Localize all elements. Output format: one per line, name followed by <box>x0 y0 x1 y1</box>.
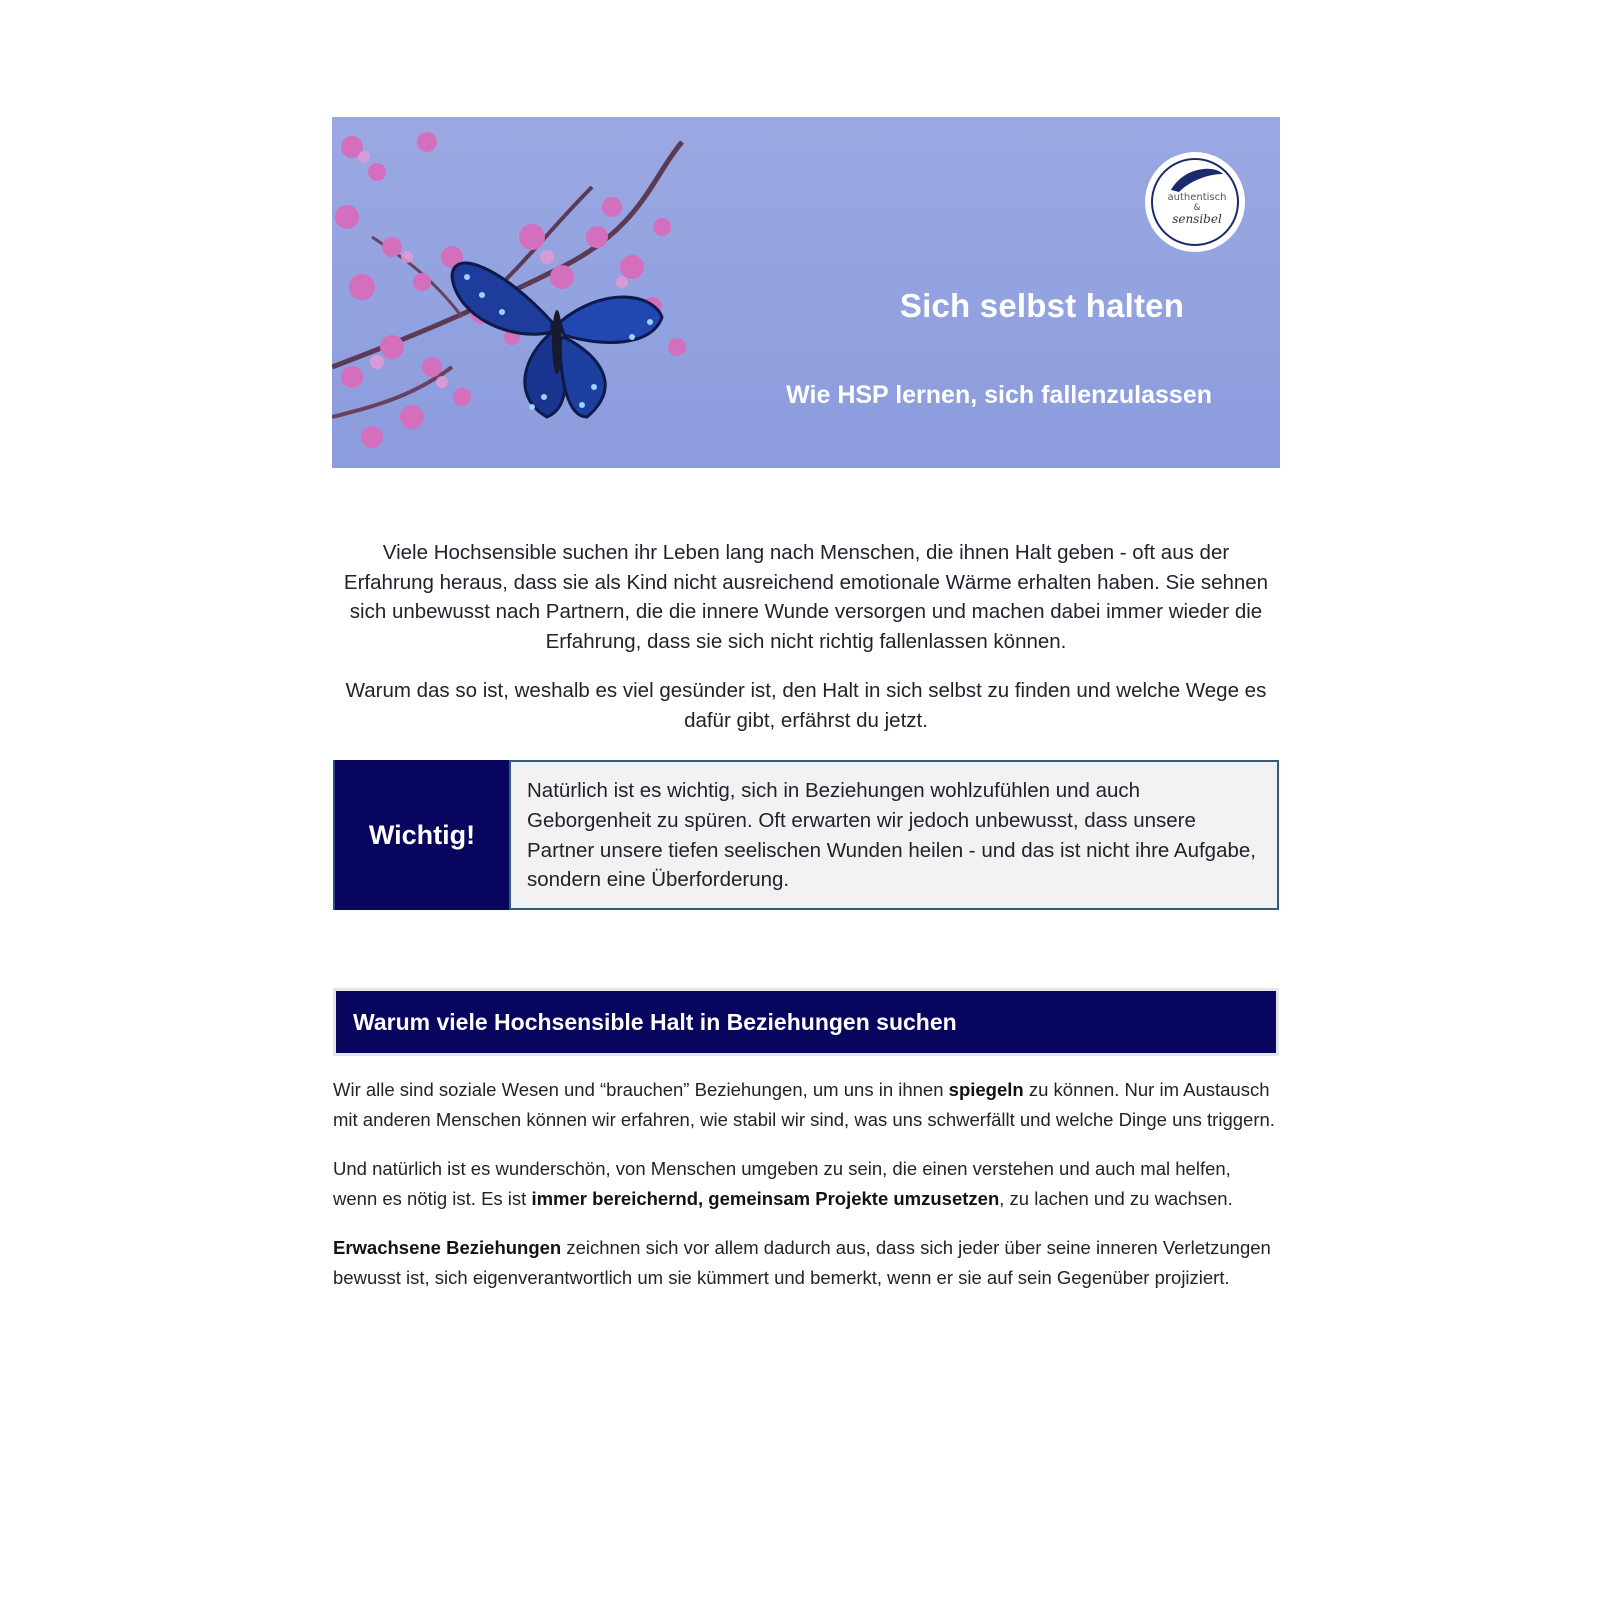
logo-ring <box>1151 158 1239 246</box>
hero-title: Sich selbst halten <box>899 287 1185 324</box>
important-callout <box>333 760 1279 910</box>
text-span: , zu lachen und zu wachsen. <box>999 1187 1233 1209</box>
text-span: zu können. Nur im Austausch mit anderen Menschen können wir erfahren, wie stabil wir sind, was uns schwerfällt und welche Dinge uns triggern. <box>333 1079 1275 1130</box>
brand-logo[interactable] <box>1147 154 1243 250</box>
logo-line-3: sensibel <box>1172 212 1222 226</box>
intro-paragraph-1: Viele Hochsensible suchen ihr Leben lang nach Menschen, die ihnen Halt geben - oft aus der Erfahrung heraus, dass sie als Kind nicht ausreichend emotionale Wärme erhalten haben. Sie sehnen sich unbewusst nach Partnern, die die innere Wunde versorgen und machen dabei immer wieder die Erfahrung, dass sie sich nicht richtig fallenlassen können. <box>343 541 1269 653</box>
logo-line-2: & <box>1193 203 1201 213</box>
callout-label: Wichtig! <box>333 760 509 910</box>
logo-text <box>1153 192 1241 225</box>
callout-text: Natürlich ist es wichtig, sich in Beziehungen wohlzufühlen und auch Geborgenheit zu spüren. Oft erwarten wir jedoch unbewusst, dass unsere Partner unsere tiefen seelischen Wunden heilen - und das ist nicht ihre Aufgabe, sondern eine Überforderung. <box>509 760 1279 910</box>
logo-line-1: authentisch <box>1167 192 1227 203</box>
text-span: zeichnen sich vor allem dadurch aus, dass sich jeder über seine inneren Verletzungen bewusst ist, sich eigenverantwortlich um sie kümmert und bemerkt, wenn er sie auf sein Gegenüber projiziert. <box>333 1237 1271 1288</box>
body-paragraph-1 <box>333 1075 1279 1134</box>
text-span: Wir alle sind soziale Wesen und “brauchen” Beziehungen, um uns in ihnen <box>333 1079 949 1100</box>
body-paragraph-3 <box>333 1233 1279 1292</box>
section-body <box>333 1075 1279 1312</box>
bold-text: immer bereichernd, gemeinsam Projekte umzusetzen <box>531 1187 1000 1209</box>
body-paragraph-2 <box>333 1154 1279 1213</box>
section-heading: Warum viele Hochsensible Halt in Beziehungen suchen <box>333 988 1279 1056</box>
intro-paragraph-2: Warum das so ist, weshalb es viel gesünder ist, den Halt in sich selbst zu finden und welche Wege es dafür gibt, erfährst du jetzt. <box>345 679 1267 732</box>
bold-text: Erwachsene Beziehungen <box>333 1237 562 1258</box>
hero-subtitle: Wie HSP lernen, sich fallenzulassen <box>786 381 1212 409</box>
intro-section <box>335 538 1277 755</box>
hero-banner <box>332 117 1280 468</box>
text-span: Und natürlich ist es wunderschön, von Menschen umgeben zu sein, die einen verstehen und auch mal helfen, wenn es nötig ist. Es ist <box>333 1158 1231 1209</box>
bold-text: spiegeln <box>948 1079 1024 1100</box>
